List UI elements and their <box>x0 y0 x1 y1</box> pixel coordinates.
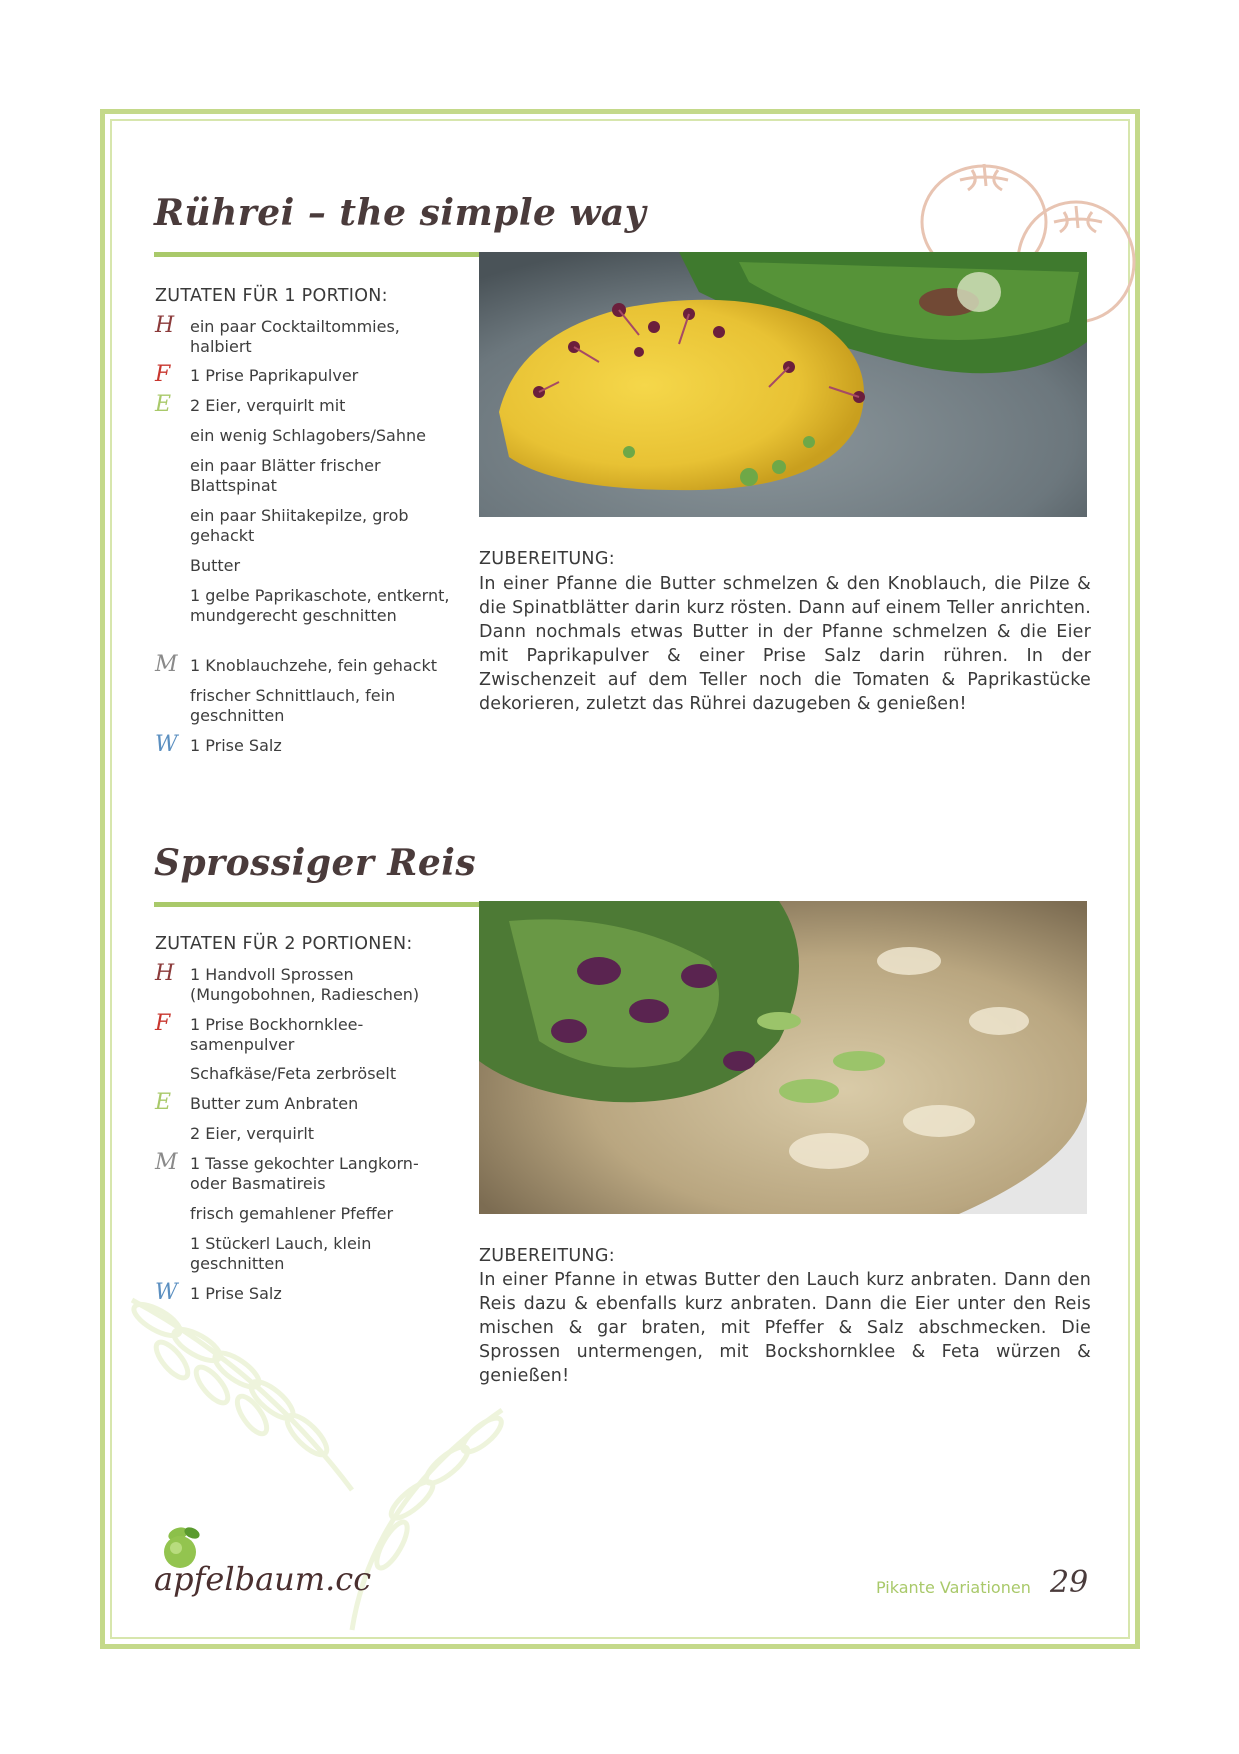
recipe-title: Rührei – the simple way <box>154 192 647 234</box>
ingredient-text: 1 Knoblauchzehe, fein gehackt <box>190 656 437 675</box>
ingredient-text: Schafkäse/Feta zerbröselt <box>190 1064 397 1083</box>
scrambled-eggs-photo <box>479 252 1087 517</box>
section-name: Pikante Variationen <box>876 1578 1031 1597</box>
food-group-badge: F <box>155 362 171 387</box>
ingredient-text: 1 Prise Salz <box>190 736 282 755</box>
food-group-badge: H <box>155 961 175 986</box>
ingredient-text: frisch gemahlener Pfeffer <box>190 1204 394 1223</box>
title-underline <box>154 902 480 907</box>
preparation-text: In einer Pfanne die Butter schmelzen & den Knoblauch, die Pilze & die Spinatblätter darin kurz rösten. Dann auf einem Teller anrichten. Dann nochmals etwas Butter in der Pfanne schmelzen & die Eier mit Paprikapulver & einer Prise Salz darin rühren. In der Zwischenzeit auf dem Teller noch die Tomaten & Paprikastücke dekorieren, zuletzt das Rührei dazugeben & genießen! <box>479 574 1091 714</box>
ingredients-heading: ZUTATEN FÜR 2 PORTIONEN: <box>155 934 413 954</box>
food-group-badge: H <box>155 313 175 338</box>
food-group-badge: E <box>155 1090 172 1115</box>
ingredient-text: 1 Tasse gekochter Langkorn- oder Basmatireis <box>190 1154 419 1193</box>
ingredient-text: frischer Schnittlauch, fein geschnitten <box>190 686 396 725</box>
food-group-badge: E <box>155 392 172 417</box>
ingredient-text: Butter zum Anbraten <box>190 1094 359 1113</box>
brand-logo-text: apfelbaum.cc <box>154 1560 372 1598</box>
ingredient-text: 2 Eier, verquirlt <box>190 1124 315 1143</box>
ingredient-text: ein paar Shiitakepilze, grob gehackt <box>190 506 409 545</box>
ingredient-text: 1 Prise Bockhornklee-samenpulver <box>190 1015 364 1054</box>
food-group-badge: W <box>155 732 178 757</box>
food-group-badge: F <box>155 1011 171 1036</box>
ingredient-text: 1 Handvoll Sprossen (Mungobohnen, Radieschen) <box>190 965 420 1004</box>
food-group-badge: W <box>155 1280 178 1305</box>
food-group-badge: M <box>155 1150 178 1175</box>
food-group-badge: M <box>155 652 178 677</box>
sprout-rice-photo <box>479 901 1087 1214</box>
preparation-text: In einer Pfanne in etwas Butter den Lauch kurz anbraten. Dann den Reis dazu & ebenfalls kurz anbraten. Dann die Eier unter den Reis mischen & gar braten, mit Pfeffer & Salz abschmecken. Die Sprossen untermengen, mit Bockshornklee & Feta würzen & genießen! <box>479 1270 1091 1386</box>
ingredient-text: 1 gelbe Paprikaschote, entkernt, mundgerecht geschnitten <box>190 586 450 625</box>
ingredients-heading: ZUTATEN FÜR 1 PORTION: <box>155 286 388 306</box>
preparation-label: ZUBEREITUNG: <box>479 1246 615 1266</box>
ingredient-text: ein paar Blätter frischer Blattspinat <box>190 456 381 495</box>
ingredient-text: 1 Prise Salz <box>190 1284 282 1303</box>
page-number: 29 <box>1050 1565 1089 1600</box>
ingredient-text: 1 Prise Paprikapulver <box>190 366 359 385</box>
title-underline <box>154 252 480 257</box>
recipe-title: Sprossiger Reis <box>154 842 477 884</box>
preparation-label: ZUBEREITUNG: <box>479 549 615 569</box>
ingredient-text: ein wenig Schlagobers/Sahne <box>190 426 426 445</box>
ingredient-text: 1 Stückerl Lauch, klein geschnitten <box>190 1234 372 1273</box>
ingredient-text: 2 Eier, verquirlt mit <box>190 396 346 415</box>
ingredient-text: ein paar Cocktailtommies, halbiert <box>190 317 400 356</box>
ingredient-text: Butter <box>190 556 241 575</box>
